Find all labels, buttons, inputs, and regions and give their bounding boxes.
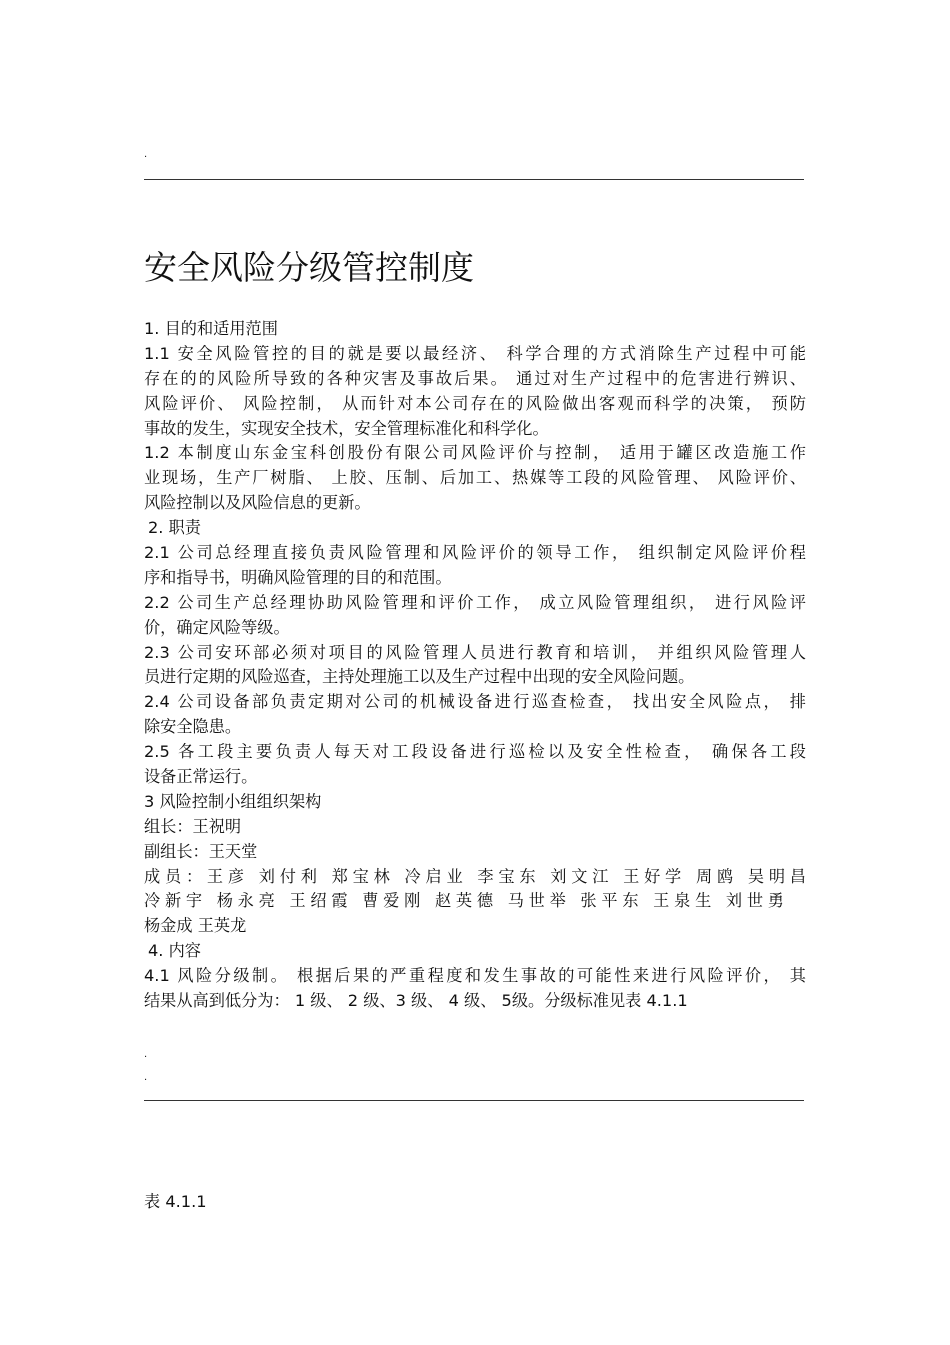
document-body	[144, 317, 806, 1014]
paragraph-line: 风险评价、 风险控制， 从而针对本公司存在的风险做出客观而科学的决策， 预防	[144, 393, 806, 413]
section-heading-2: 2. 职责	[148, 518, 201, 538]
team-members-line: 冷新宇 杨永亮 王绍霞 曹爱刚 赵英德 马世举 张平东 王泉生 刘世勇	[144, 891, 784, 911]
paragraph-line: 员进行定期的风险巡查，主持处理施工以及生产过程中出现的安全风险问题。	[144, 667, 695, 687]
paragraph-line: 2.3 公司安环部必须对项目的风险管理人员进行教育和培训， 并组织风险管理人	[144, 642, 806, 662]
page-footer-marker: .	[144, 1049, 148, 1060]
team-deputy-leader: 副组长：王天堂	[144, 841, 258, 861]
paragraph-line: 2.4 公司设备部负责定期对公司的机械设备进行巡查检查， 找出安全风险点， 排	[144, 692, 806, 712]
page-header-marker: .	[144, 149, 148, 160]
document-title: 安全风险分级管控制度	[144, 248, 474, 287]
header-rule	[144, 179, 804, 180]
paragraph-line: 1.2 本制度山东金宝科创股份有限公司风险评价与控制， 适用于罐区改造施工作	[144, 443, 806, 463]
paragraph-line: 结果从高到低分为： 1 级、 2 级、3 级、 4 级、 5级。分级标准见表 4.1.1	[144, 991, 688, 1011]
footer-rule	[144, 1100, 804, 1101]
paragraph-line: 2.5 各工段主要负责人每天对工段设备进行巡检以及安全性检查， 确保各工段	[144, 742, 806, 762]
team-members-line: 杨金成 王英龙	[144, 916, 247, 936]
section-heading-3: 3 风险控制小组组织架构	[144, 791, 322, 811]
paragraph-line: 价，确定风险等级。	[144, 617, 290, 637]
paragraph-line: 序和指导书，明确风险管理的目的和范围。	[144, 567, 452, 587]
paragraph-line: 除安全隐患。	[144, 717, 242, 737]
section-heading-1: 1. 目的和适用范围	[144, 319, 278, 338]
paragraph-line: 2.2 公司生产总经理协助风险管理和评价工作， 成立风险管理组织， 进行风险评	[144, 592, 806, 612]
paragraph-line: 风险控制以及风险信息的更新。	[144, 493, 371, 513]
paragraph-line: 事故的发生，实现安全技术，安全管理标准化和科学化。	[144, 418, 549, 438]
team-members-line: 成员：王彦 刘付利 郑宝林 冷启业 李宝东 刘文江 王好学 周鸥 吴明昌	[144, 866, 806, 886]
page-footer-marker: .	[144, 1072, 148, 1083]
table-caption: 表 4.1.1	[144, 1192, 207, 1211]
paragraph-line: 4.1 风险分级制。 根据后果的严重程度和发生事故的可能性来进行风险评价， 其	[144, 966, 806, 986]
paragraph-line: 业现场，生产厂树脂、 上胶、压制、后加工、热媒等工段的风险管理、 风险评价、	[144, 468, 806, 488]
section-heading-4: 4. 内容	[148, 941, 201, 961]
paragraph-line: 1.1 安全风险管控的目的就是要以最经济、 科学合理的方式消除生产过程中可能	[144, 343, 806, 363]
paragraph-line: 存在的的风险所导致的各种灾害及事故后果。 通过对生产过程中的危害进行辨识、	[144, 368, 806, 388]
paragraph-line: 设备正常运行。	[144, 767, 258, 787]
paragraph-line: 2.1 公司总经理直接负责风险管理和风险评价的领导工作， 组织制定风险评价程	[144, 543, 806, 563]
team-leader: 组长：王祝明	[144, 816, 242, 836]
